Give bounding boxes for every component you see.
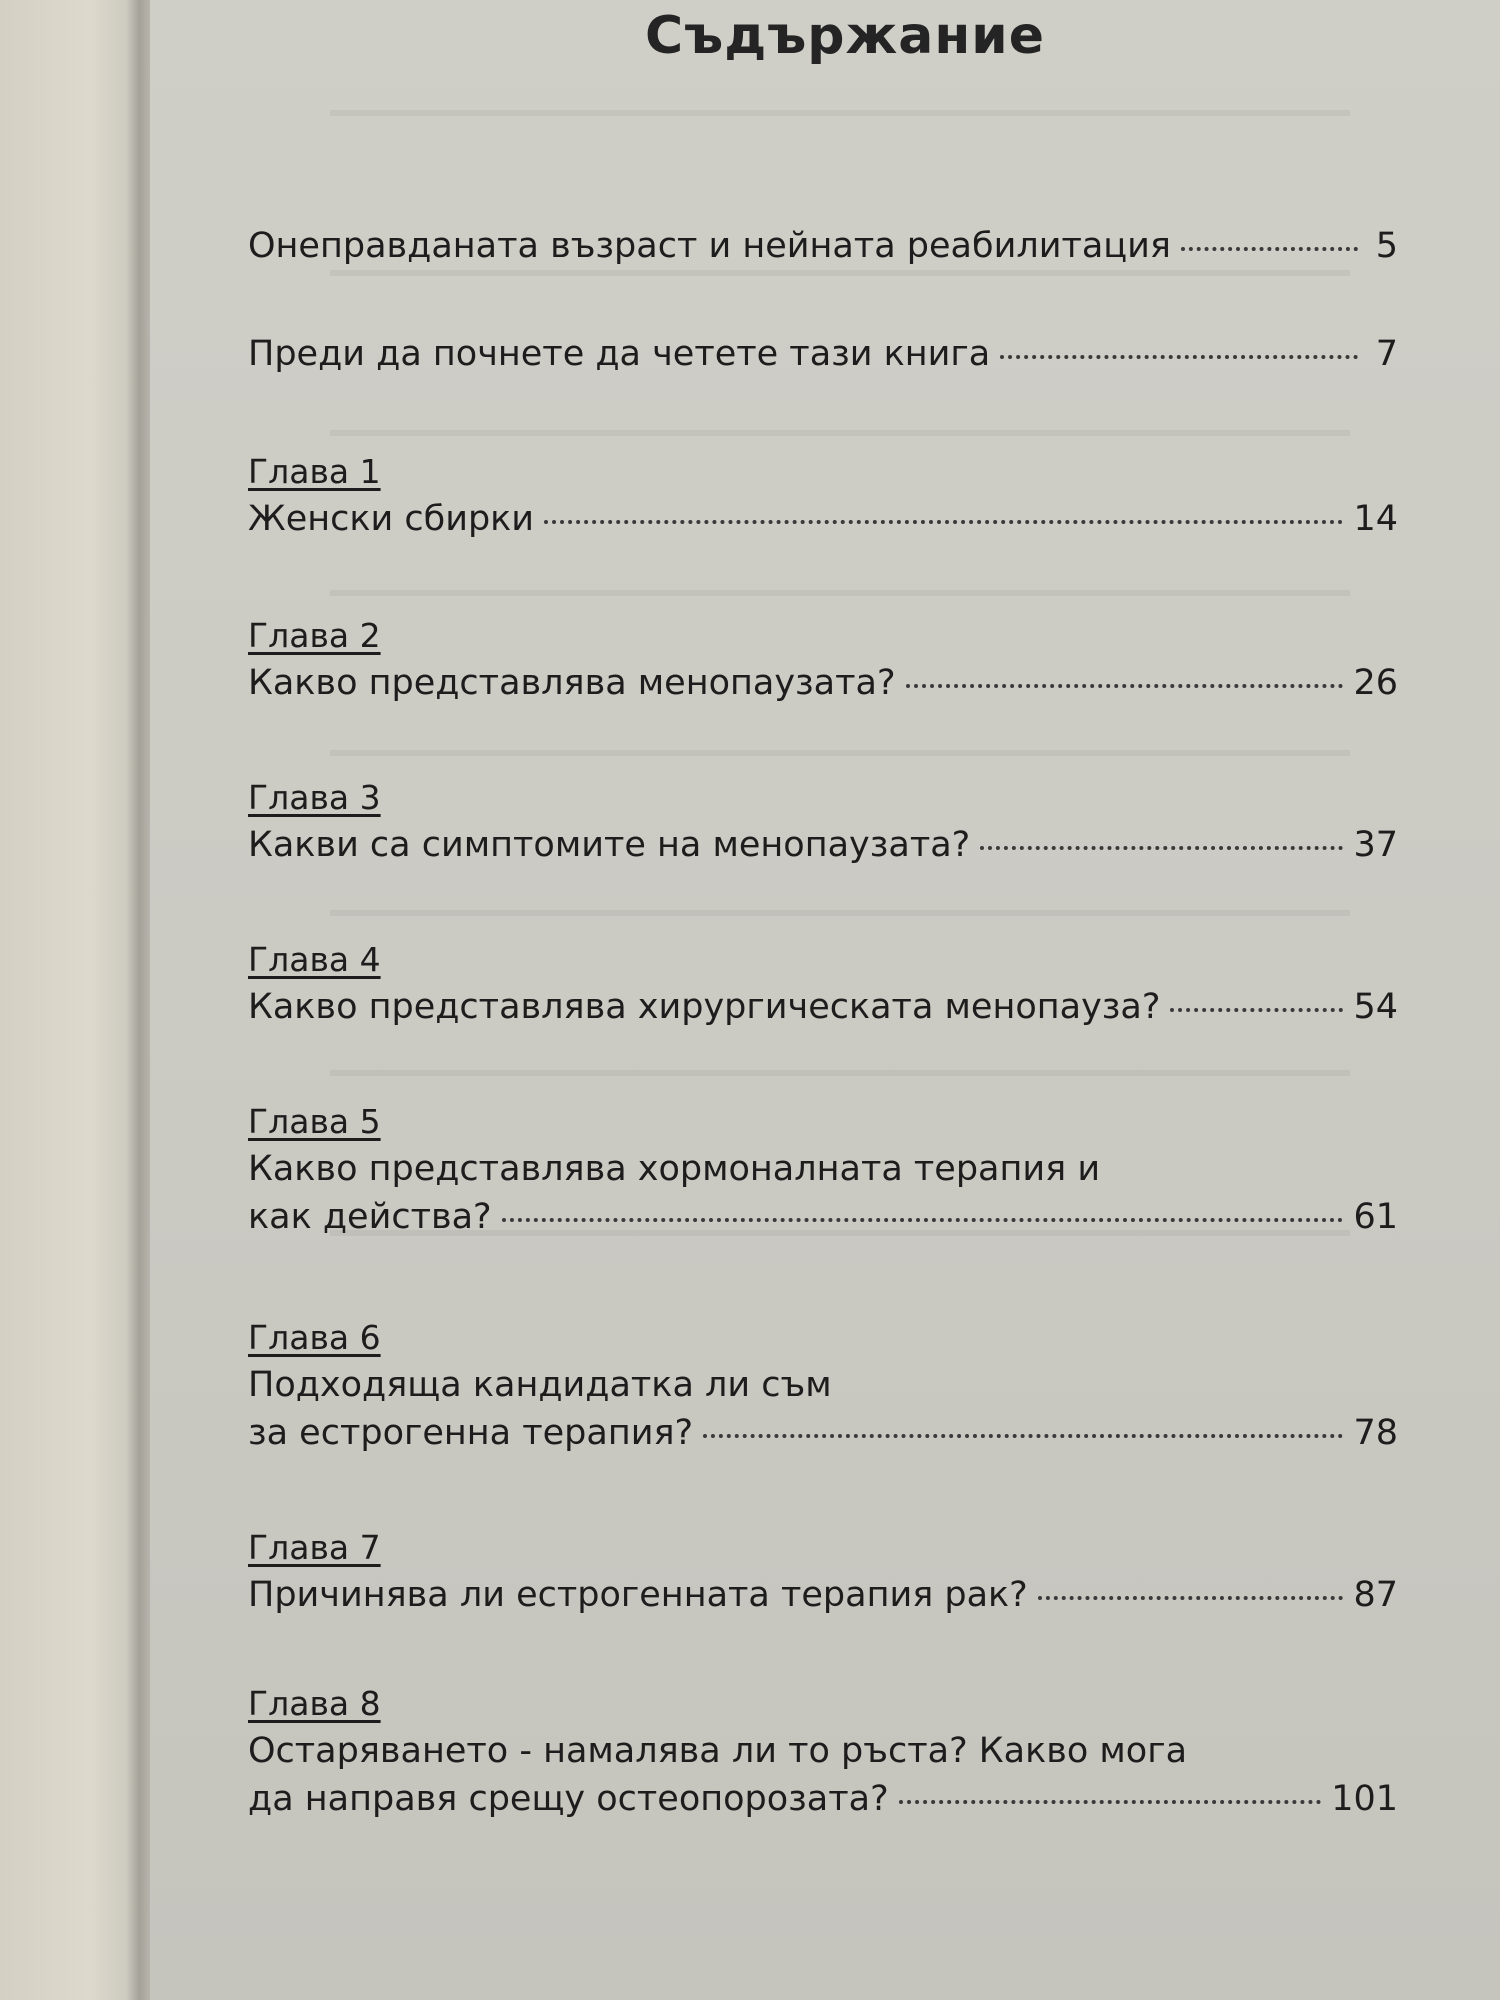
- dot-leader: [899, 1800, 1322, 1804]
- toc-line: [248, 1413, 1398, 1453]
- page-number: 26: [1353, 663, 1398, 703]
- toc-line: [248, 1149, 1398, 1189]
- page-number: 7: [1375, 334, 1398, 374]
- toc-line: [248, 1779, 1398, 1819]
- page-title: Съдържание: [645, 6, 1045, 66]
- page-number: 61: [1353, 1197, 1398, 1237]
- chapter-label: Глава 3: [248, 778, 381, 817]
- toc-entry: [248, 616, 1398, 703]
- toc-line: [248, 1197, 1398, 1237]
- toc-entry: [248, 778, 1398, 865]
- entry-title: да направя срещу остеопорозата?: [248, 1779, 889, 1819]
- chapter-label: Глава 1: [248, 452, 381, 491]
- entry-title: Причинява ли естрогенната терапия рак?: [248, 1575, 1028, 1615]
- dot-leader: [1170, 1008, 1343, 1012]
- entry-title: Женски сбирки: [248, 499, 535, 539]
- entry-title: Подходяща кандидатка ли съм: [248, 1365, 832, 1405]
- entry-title: Онеправданата възраст и нейната реабилитация: [248, 226, 1171, 266]
- dot-leader: [544, 520, 1343, 524]
- dot-leader: [906, 684, 1344, 688]
- dot-leader: [1181, 247, 1358, 251]
- chapter-label: Глава 2: [248, 616, 381, 655]
- toc-entry: [248, 1684, 1398, 1819]
- chapter-label: Глава 7: [248, 1528, 381, 1567]
- toc-line: [248, 1365, 1398, 1405]
- page-number: 78: [1353, 1413, 1398, 1453]
- chapter-label: Глава 4: [248, 940, 381, 979]
- entry-title: Какво представлява хирургическата менопауза?: [248, 987, 1161, 1027]
- page-number: 37: [1353, 825, 1398, 865]
- toc-entry: [248, 334, 1398, 374]
- chapter-label: Глава 5: [248, 1102, 381, 1141]
- page-number: 54: [1353, 987, 1398, 1027]
- dot-leader: [1000, 355, 1358, 359]
- toc-line: [248, 499, 1398, 539]
- entry-title: Остаряването - намалява ли то ръста? Какво мога: [248, 1731, 1188, 1771]
- page-number: 5: [1375, 226, 1398, 266]
- toc-entry: [248, 226, 1398, 266]
- entry-title: Какво представлява менопаузата?: [248, 663, 896, 703]
- entry-title: Преди да почнете да четете тази книга: [248, 334, 991, 374]
- toc-entry: [248, 1528, 1398, 1615]
- dot-leader: [1038, 1596, 1344, 1600]
- toc-line: [248, 1575, 1398, 1615]
- entry-title: Какво представлява хормоналната терапия и: [248, 1149, 1101, 1189]
- chapter-label: Глава 8: [248, 1684, 381, 1723]
- toc-line: [248, 1731, 1398, 1771]
- dot-leader: [502, 1218, 1344, 1222]
- entry-title: за естрогенна терапия?: [248, 1413, 694, 1453]
- toc-entry: [248, 1318, 1398, 1453]
- page-number: 101: [1331, 1779, 1398, 1819]
- toc-line: [248, 226, 1398, 266]
- entry-title: как действа?: [248, 1197, 492, 1237]
- toc-entry: [248, 1102, 1398, 1237]
- dot-leader: [980, 846, 1343, 850]
- toc-line: [248, 663, 1398, 703]
- toc-line: [248, 334, 1398, 374]
- toc-entry: [248, 940, 1398, 1027]
- toc-entry: [248, 452, 1398, 539]
- page-number: 14: [1353, 499, 1398, 539]
- toc-line: [248, 987, 1398, 1027]
- page-number: 87: [1353, 1575, 1398, 1615]
- dot-leader: [703, 1434, 1343, 1438]
- chapter-label: Глава 6: [248, 1318, 381, 1357]
- entry-title: Какви са симптомите на менопаузата?: [248, 825, 971, 865]
- toc-line: [248, 825, 1398, 865]
